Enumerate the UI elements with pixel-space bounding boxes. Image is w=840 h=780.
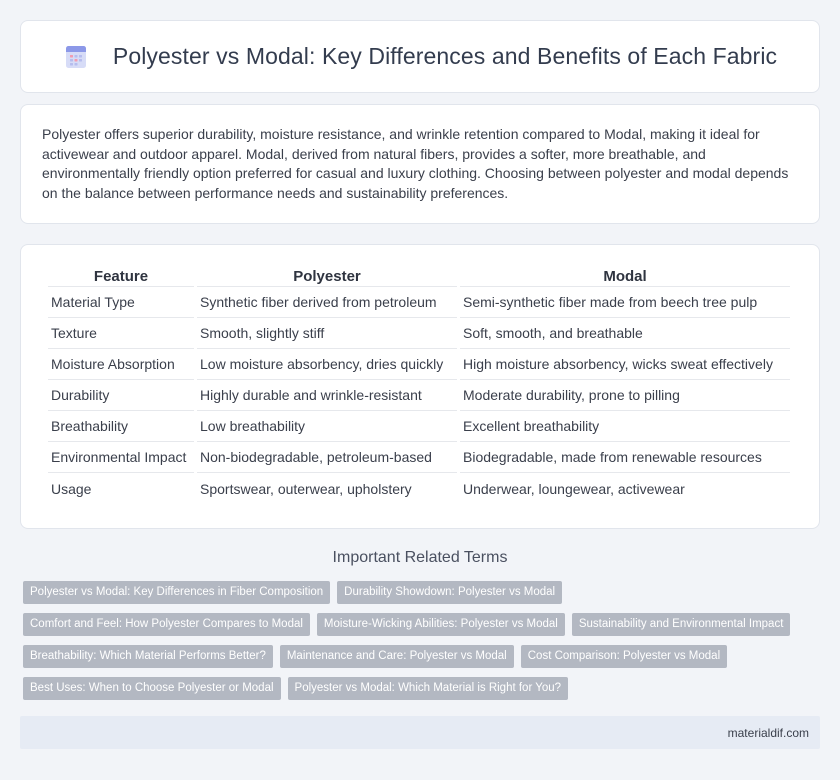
comparison-table-card bbox=[20, 244, 820, 529]
related-terms-heading: Important Related Terms bbox=[332, 549, 508, 566]
polyester-cell: Non-biodegradable, petroleum-based bbox=[197, 442, 457, 473]
related-terms-list bbox=[23, 581, 823, 700]
footer-site-name: materialdif.com bbox=[727, 725, 809, 740]
modal-cell: Excellent breathability bbox=[460, 411, 790, 442]
table-row bbox=[48, 473, 790, 504]
feature-cell: Texture bbox=[48, 318, 194, 349]
polyester-cell: Highly durable and wrinkle-resistant bbox=[197, 380, 457, 411]
polyester-cell: Low breathability bbox=[197, 411, 457, 442]
related-term-tag[interactable]: Polyester vs Modal: Key Differences in Fiber Composition bbox=[23, 581, 330, 604]
related-term-tag[interactable]: Maintenance and Care: Polyester vs Modal bbox=[280, 645, 514, 668]
feature-cell: Environmental Impact bbox=[48, 442, 194, 473]
modal-cell: Biodegradable, made from renewable resources bbox=[460, 442, 790, 473]
modal-cell: Soft, smooth, and breathable bbox=[460, 318, 790, 349]
related-term-tag[interactable]: Sustainability and Environmental Impact bbox=[572, 613, 791, 636]
header-card bbox=[20, 20, 820, 93]
related-term-tag[interactable]: Polyester vs Modal: Which Material is Right for You? bbox=[288, 677, 569, 700]
header bbox=[63, 43, 777, 70]
table-row bbox=[48, 349, 790, 380]
comparison-table bbox=[45, 265, 793, 504]
footer bbox=[20, 716, 820, 749]
modal-cell: High moisture absorbency, wicks sweat effectively bbox=[460, 349, 790, 380]
polyester-cell: Sportswear, outerwear, upholstery bbox=[200, 480, 412, 497]
modal-cell: Semi-synthetic fiber made from beech tree pulp bbox=[460, 287, 790, 318]
column-header-feature: Feature bbox=[48, 265, 194, 287]
modal-cell: Underwear, loungewear, activewear bbox=[463, 480, 685, 497]
related-term-tag[interactable]: Cost Comparison: Polyester vs Modal bbox=[521, 645, 727, 668]
feature-cell: Moisture Absorption bbox=[48, 349, 194, 380]
table-row bbox=[48, 411, 790, 442]
column-header-modal: Modal bbox=[460, 265, 790, 287]
intro-paragraph: Polyester offers superior durability, moisture resistance, and wrinkle retention compared to Modal, making it ideal for activewear and outdoor apparel. Modal, derived from natural fibers, provides a softer, more breathable, and environmentally friendly option preferred for casual and luxury clothing. Choosing between polyester and modal depends on the balance between performance needs and sustainability preferences. bbox=[42, 126, 789, 201]
feature-cell: Durability bbox=[48, 380, 194, 411]
table-row bbox=[48, 287, 790, 318]
feature-cell: Breathability bbox=[48, 411, 194, 442]
table-row bbox=[48, 380, 790, 411]
feature-cell: Usage bbox=[51, 480, 92, 497]
polyester-cell: Low moisture absorbency, dries quickly bbox=[197, 349, 457, 380]
related-term-tag[interactable]: Durability Showdown: Polyester vs Modal bbox=[337, 581, 562, 604]
related-term-tag[interactable]: Best Uses: When to Choose Polyester or Modal bbox=[23, 677, 281, 700]
table-row bbox=[48, 442, 790, 473]
document-icon bbox=[63, 44, 89, 70]
table-header-row bbox=[48, 265, 790, 287]
polyester-cell: Synthetic fiber derived from petroleum bbox=[197, 287, 457, 318]
related-term-tag[interactable]: Breathability: Which Material Performs Better? bbox=[23, 645, 273, 668]
table-row bbox=[48, 318, 790, 349]
polyester-cell: Smooth, slightly stiff bbox=[197, 318, 457, 349]
feature-cell: Material Type bbox=[48, 287, 194, 318]
column-header-polyester: Polyester bbox=[197, 265, 457, 287]
modal-cell: Moderate durability, prone to pilling bbox=[460, 380, 790, 411]
page-title: Polyester vs Modal: Key Differences and Benefits of Each Fabric bbox=[112, 43, 778, 69]
related-term-tag[interactable]: Moisture-Wicking Abilities: Polyester vs Modal bbox=[317, 613, 565, 636]
related-term-tag[interactable]: Comfort and Feel: How Polyester Compares to Modal bbox=[23, 613, 310, 636]
intro-card bbox=[20, 104, 820, 224]
